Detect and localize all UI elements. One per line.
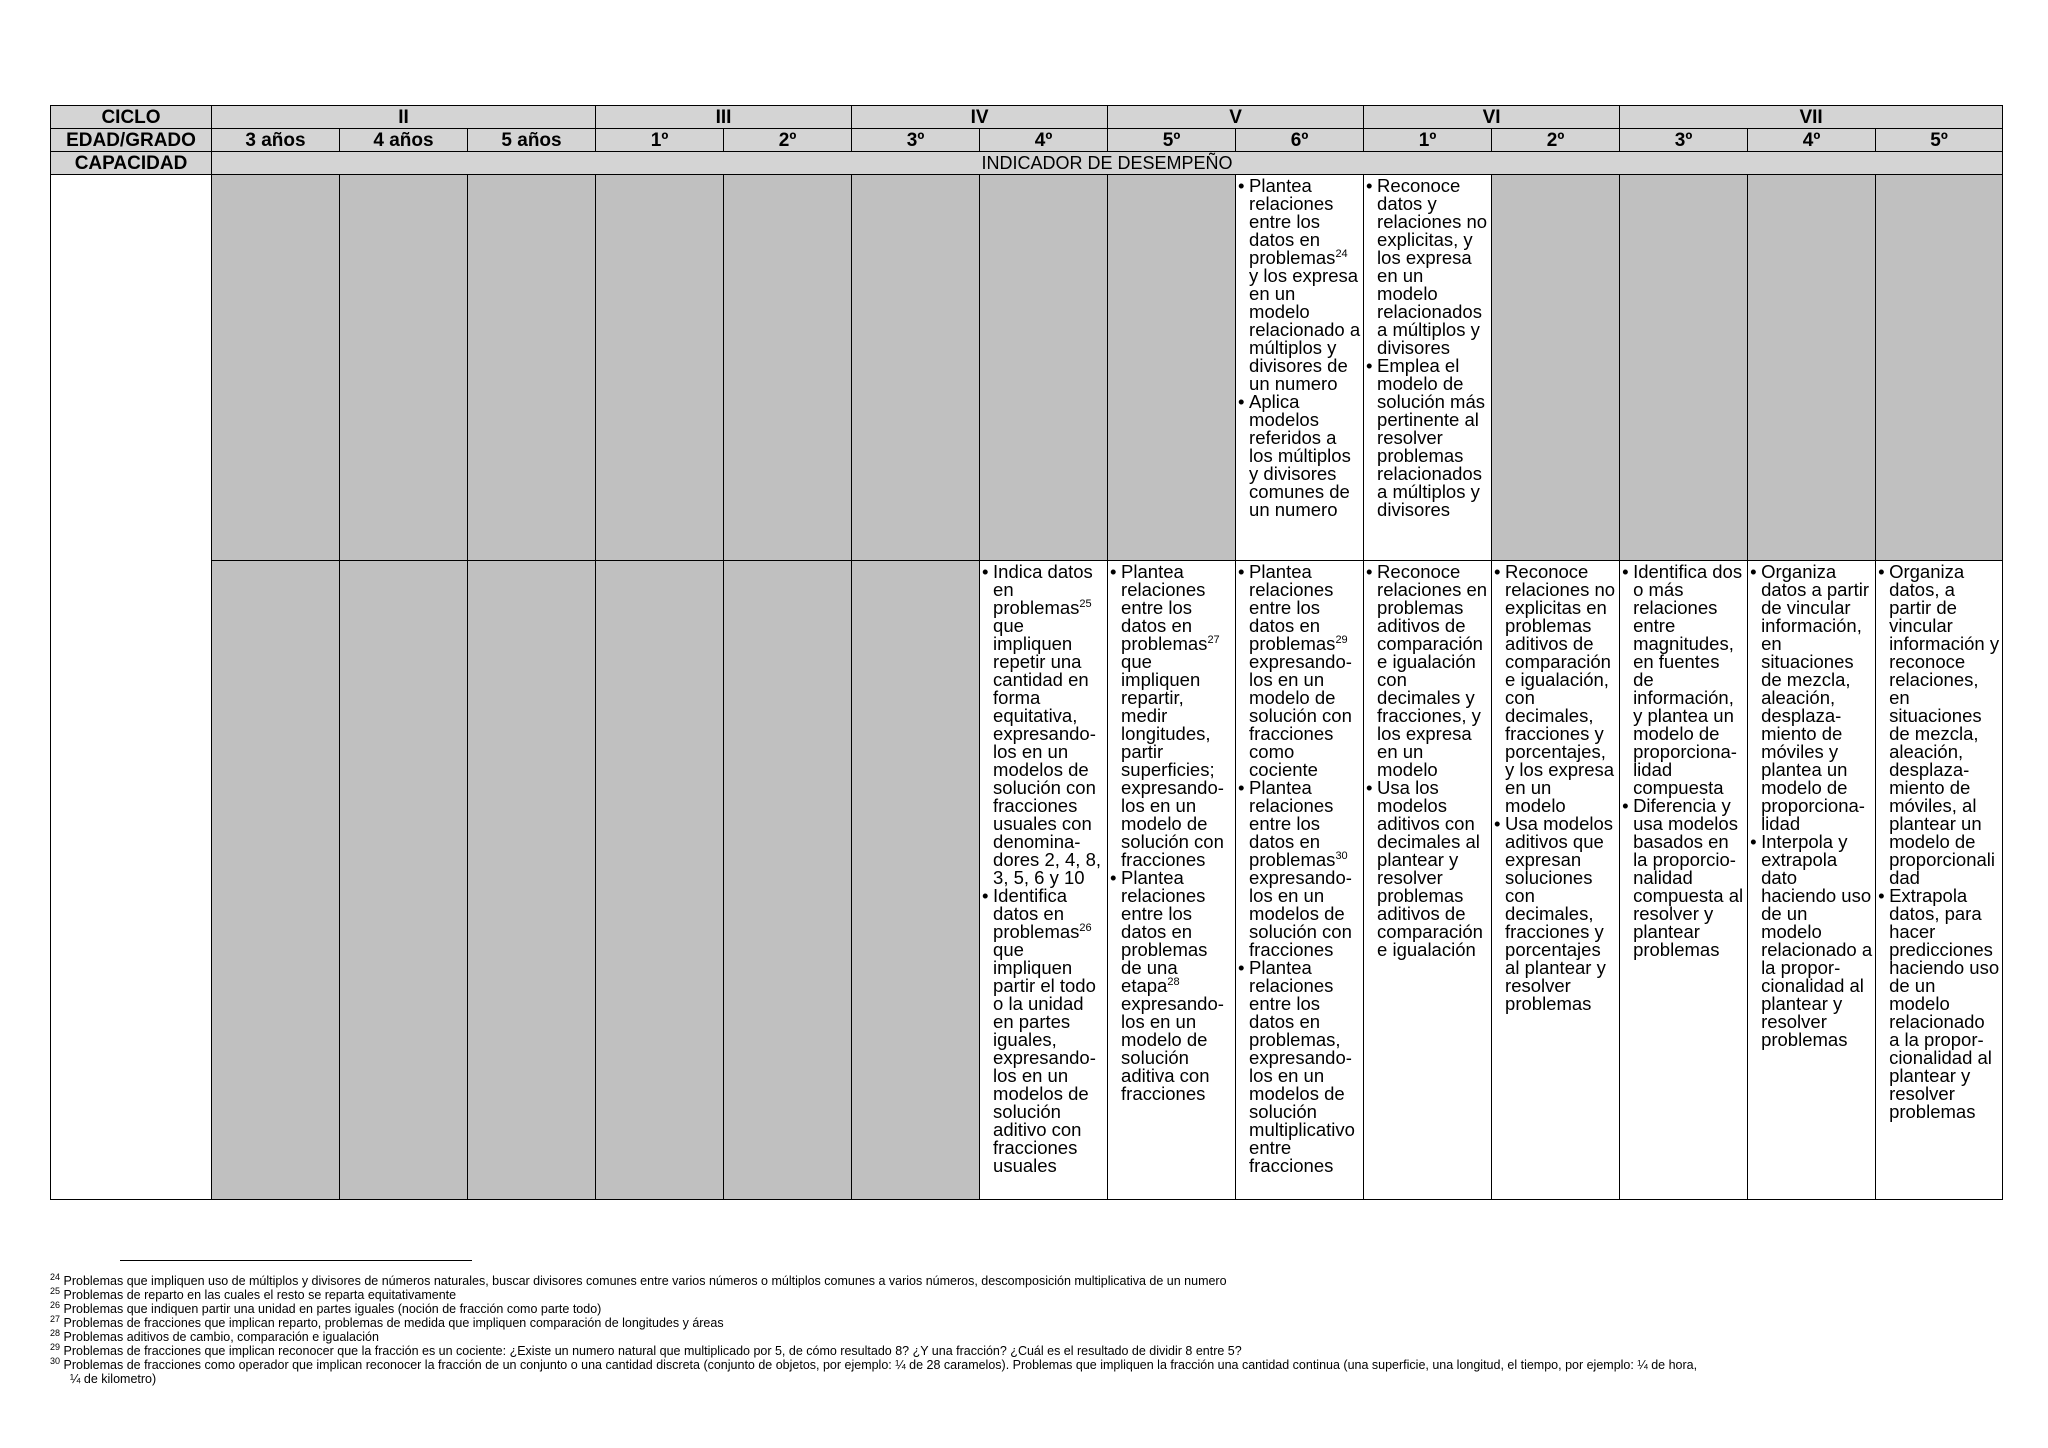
- indicator-item: [1750, 563, 1873, 833]
- footnote-text: Problemas que impliquen uso de múltiplos y divisores de números naturales, buscar divisores comunes entre varios números o múltiplos comunes a varios números, descomposición multiplicativa de un numero: [60, 1274, 1227, 1288]
- indicator-text: Extrapola datos, para hacer predicciones haciendo uso de un modelo relacionado a la propor-cionalidad al plantear y resolver problemas: [1889, 885, 2000, 1122]
- footnote-ref: 26: [1079, 921, 1092, 934]
- empty-cell: [1748, 175, 1876, 561]
- indicator-text: Organiza datos, a partir de vincular información y reconoce relaciones, en situaciones de mezcla, aleación, desplaza-miento de móviles, al plantear un modelo de proporcionali dad: [1889, 561, 2000, 888]
- ciclo-IV: IV: [852, 106, 1108, 129]
- footnote-text: Problemas de fracciones que implican reconocer que la fracción es un cociente: ¿Existe un numero natural que multiplicado por 5, de cómo resultado 8? ¿Y una fracción? ¿Cuál es el resultado de dividir 8 entre 5?: [60, 1344, 1242, 1358]
- footnote-ref: 29: [1335, 633, 1348, 646]
- indicator-cell: [1236, 561, 1364, 1200]
- capacidad-label: CAPACIDAD: [51, 152, 212, 175]
- indicator-list: [1492, 561, 1619, 1015]
- indicator-row-2: [51, 561, 2003, 1200]
- indicator-list: [1364, 561, 1491, 961]
- indicator-item: [1110, 869, 1233, 1103]
- footnote-ref: 27: [1207, 633, 1220, 646]
- grado-cell: 6º: [1236, 129, 1364, 152]
- footnote: [50, 1355, 2000, 1372]
- indicator-item: [1494, 815, 1617, 1013]
- grado-cell: 3º: [1620, 129, 1748, 152]
- footnote-text: Problemas de fracciones que implican reparto, problemas de medida que impliquen comparación de longitudes y áreas: [60, 1316, 724, 1330]
- footnote-number: 26: [50, 1299, 61, 1310]
- empty-cell: [852, 175, 980, 561]
- footnote: [50, 1285, 2000, 1302]
- footnote-ref: 28: [1167, 975, 1180, 988]
- indicator-item: [1878, 887, 2000, 1121]
- ciclo-II: II: [212, 106, 596, 129]
- indicator-text: expresando-los en un modelo de solución aditiva con fracciones: [1121, 993, 1224, 1104]
- indicator-text: Diferencia y usa modelos basados en la proporcio-nalidad compuesta al resolver y plantear problemas: [1633, 795, 1744, 960]
- indicator-item: [1366, 177, 1489, 357]
- indicator-text: Identifica dos o más relaciones entre magnitudes, en fuentes de información, y plantea un modelo de proporciona-lidad compuesta: [1633, 561, 1743, 798]
- grado-cell: 5º: [1108, 129, 1236, 152]
- empty-cell: [852, 561, 980, 1200]
- footnote-number: 25: [50, 1285, 61, 1296]
- indicator-text: Plantea relaciones entre los datos en problemas: [1249, 561, 1336, 654]
- empty-cell: [1492, 175, 1620, 561]
- footnote-divider: [120, 1260, 472, 1261]
- indicator-item: [1622, 797, 1745, 959]
- indicator-cell: [1364, 175, 1492, 561]
- indicator-item: [1878, 563, 2000, 887]
- indicator-list: [1236, 175, 1363, 521]
- indicator-cell: [980, 561, 1108, 1200]
- indicator-cell: [1876, 561, 2003, 1200]
- footnote-continuation: ¼ de kilometro): [70, 1372, 157, 1386]
- footnotes: [50, 1271, 2000, 1386]
- empty-cell: [468, 175, 596, 561]
- ciclo-V: V: [1108, 106, 1364, 129]
- grado-cell: 3º: [852, 129, 980, 152]
- footnote-text: Problemas de reparto en las cuales el resto se reparta equitativamente: [60, 1288, 457, 1302]
- indicator-cell: [1748, 561, 1876, 1200]
- indicator-text: Plantea relaciones entre los datos en problemas, expresando-los en un modelos de solución multiplicativo entre fracciones: [1249, 957, 1355, 1176]
- indicator-list: [1620, 561, 1747, 961]
- empty-cell: [212, 561, 340, 1200]
- ciclo-III: III: [596, 106, 852, 129]
- indicator-item: [1238, 959, 1361, 1175]
- grado-cell: 5º: [1876, 129, 2003, 152]
- grado-row: [51, 129, 2003, 152]
- footnote-number: 29: [50, 1341, 61, 1352]
- empty-cell: [212, 175, 340, 561]
- footnote-text: Problemas aditivos de cambio, comparación e igualación: [60, 1330, 379, 1344]
- indicator-table: [50, 105, 2003, 1200]
- indicator-text: Plantea relaciones entre los datos en problemas: [1121, 561, 1208, 654]
- empty-cell: [596, 175, 724, 561]
- grado-cell: 3 años: [212, 129, 340, 152]
- indicator-text: Plantea relaciones entre los datos en problemas: [1249, 777, 1336, 870]
- empty-cell: [1620, 175, 1748, 561]
- indicator-text: que impliquen repartir, medir longitudes, partir superficies; expresando-los en un modelo de solución con fracciones: [1121, 651, 1224, 870]
- indicator-list: [1876, 561, 2002, 1123]
- indicator-text: Indica datos en problemas: [993, 561, 1093, 618]
- footnote: [50, 1327, 2000, 1344]
- footnote-text: Problemas de fracciones como operador que implican reconocer la fracción de un conjunto o una cantidad discreta (conjunto de objetos, por ejemplo: ¼ de 28 caramelos). Problemas que impliquen la fracción una cantidad continua (una superficie, una longitud, el tiempo, por ejemplo: ¼ de hora,: [60, 1358, 1698, 1372]
- grado-cell: 1º: [596, 129, 724, 152]
- indicator-text: Organiza datos a partir de vincular información, en situaciones de mezcla, aleación, desplaza-miento de móviles y plantea un modelo de proporciona-lidad: [1761, 561, 1870, 834]
- empty-cell: [1876, 175, 2003, 561]
- indicator-text: expresando-los en un modelo de solución con fracciones como cociente: [1249, 651, 1352, 780]
- indicator-text: que impliquen partir el todo o la unidad en partes iguales, expresando-los en un modelos de solución aditivo con fracciones usuales: [993, 939, 1096, 1176]
- indicator-item: [982, 887, 1105, 1175]
- empty-cell: [724, 175, 852, 561]
- empty-cell: [468, 561, 596, 1200]
- indicator-item: [1238, 393, 1361, 519]
- grado-cell: 2º: [1492, 129, 1620, 152]
- footnote-number: 30: [50, 1355, 61, 1366]
- indicator-text: Aplica modelos referidos a los múltiplos y divisores comunes de un numero: [1249, 391, 1351, 520]
- indicator-list: [1236, 561, 1363, 1177]
- indicator-text: Reconoce relaciones en problemas aditivos de comparación e igualación con decimales y fracciones, y los expresa en un modelo: [1377, 561, 1488, 780]
- grado-cell: 4º: [980, 129, 1108, 152]
- indicator-item: [1110, 563, 1233, 869]
- indicador-label: INDICADOR DE DESEMPEÑO: [212, 152, 2003, 175]
- footnote-ref: 24: [1335, 247, 1348, 260]
- indicator-cell: [1492, 561, 1620, 1200]
- ciclo-VII: VII: [1620, 106, 2003, 129]
- footnote-text: Problemas que indiquen partir una unidad en partes iguales (noción de fracción como parte todo): [60, 1302, 602, 1316]
- capacidad-row: [51, 152, 2003, 175]
- grado-cell: 5 años: [468, 129, 596, 152]
- indicator-item: [1238, 563, 1361, 779]
- footnote: [50, 1271, 2000, 1288]
- indicator-list: [1364, 175, 1491, 521]
- empty-cell: [340, 175, 468, 561]
- empty-cell: [1108, 175, 1236, 561]
- indicator-text: Reconoce datos y relaciones no explicitas, y los expresa en un modelo relacionados a múltiplos y divisores: [1377, 175, 1488, 358]
- indicator-item: [1366, 779, 1489, 959]
- indicator-list: [1748, 561, 1875, 1051]
- indicator-row-1: [51, 175, 2003, 561]
- footnote-ref: 25: [1079, 597, 1092, 610]
- indicator-cell: [1236, 175, 1364, 561]
- ciclo-row: [51, 106, 2003, 129]
- indicator-item: [1622, 563, 1745, 797]
- indicator-text: Plantea relaciones entre los datos en problemas de una etapa: [1121, 867, 1208, 996]
- empty-cell: [724, 561, 852, 1200]
- indicator-item: [1750, 833, 1873, 1049]
- indicator-item: [1366, 563, 1489, 779]
- footnote: [50, 1313, 2000, 1330]
- empty-cell: [980, 175, 1108, 561]
- indicator-text: Identifica datos en problemas: [993, 885, 1080, 942]
- indicator-text: Usa los modelos aditivos con decimales al plantear y resolver problemas aditivos de comparación e igualación: [1377, 777, 1483, 960]
- ciclo-label: CICLO: [51, 106, 212, 129]
- grado-cell: 4 años: [340, 129, 468, 152]
- capacidad-cell: [51, 175, 212, 1200]
- grado-cell: 2º: [724, 129, 852, 152]
- indicator-text: expresando-los en un modelos de solución con fracciones: [1249, 867, 1352, 960]
- grado-cell: 4º: [1748, 129, 1876, 152]
- footnote: [50, 1299, 2000, 1316]
- indicator-text: Reconoce relaciones no explicitas en problemas aditivos de comparación e igualación, con decimales, fracciones y porcentajes, y los expresa en un modelo: [1505, 561, 1616, 816]
- indicator-text: Interpola y extrapola dato haciendo uso de un modelo relacionado a la propor-cionalidad al plantear y resolver problemas: [1761, 831, 1873, 1050]
- indicator-item: [1238, 779, 1361, 959]
- grado-cell: 1º: [1364, 129, 1492, 152]
- footnote-number: 28: [50, 1327, 61, 1338]
- footnote-number: 24: [50, 1271, 61, 1282]
- indicator-cell: [1364, 561, 1492, 1200]
- empty-cell: [340, 561, 468, 1200]
- footnote: [50, 1341, 2000, 1358]
- indicator-text: Plantea relaciones entre los datos en problemas: [1249, 175, 1336, 268]
- indicator-list: [980, 561, 1107, 1177]
- indicator-cell: [1108, 561, 1236, 1200]
- indicator-text: Usa modelos aditivos que expresan soluciones con decimales, fracciones y porcentajes al plantear y resolver problemas: [1505, 813, 1614, 1014]
- ciclo-VI: VI: [1364, 106, 1620, 129]
- footnote-ref: 30: [1335, 849, 1348, 862]
- edad-grado-label: EDAD/GRADO: [51, 129, 212, 152]
- indicator-text: Emplea el modelo de solución más pertinente al resolver problemas relacionados a múltiplos y divisores: [1377, 355, 1486, 520]
- indicator-item: [1238, 177, 1361, 393]
- empty-cell: [596, 561, 724, 1200]
- indicator-cell: [1620, 561, 1748, 1200]
- indicator-item: [1366, 357, 1489, 519]
- indicator-item: [1494, 563, 1617, 815]
- indicator-list: [1108, 561, 1235, 1105]
- footnote-number: 27: [50, 1313, 61, 1324]
- indicator-item: [982, 563, 1105, 887]
- indicator-text: que impliquen repetir una cantidad en forma equitativa, expresando-los en un modelos de solución con fracciones usuales con denomina-dores 2, 4, 8, 3, 5, 6 y 10: [993, 615, 1102, 888]
- indicator-text: y los expresa en un modelo relacionado a múltiplos y divisores de un numero: [1249, 265, 1361, 394]
